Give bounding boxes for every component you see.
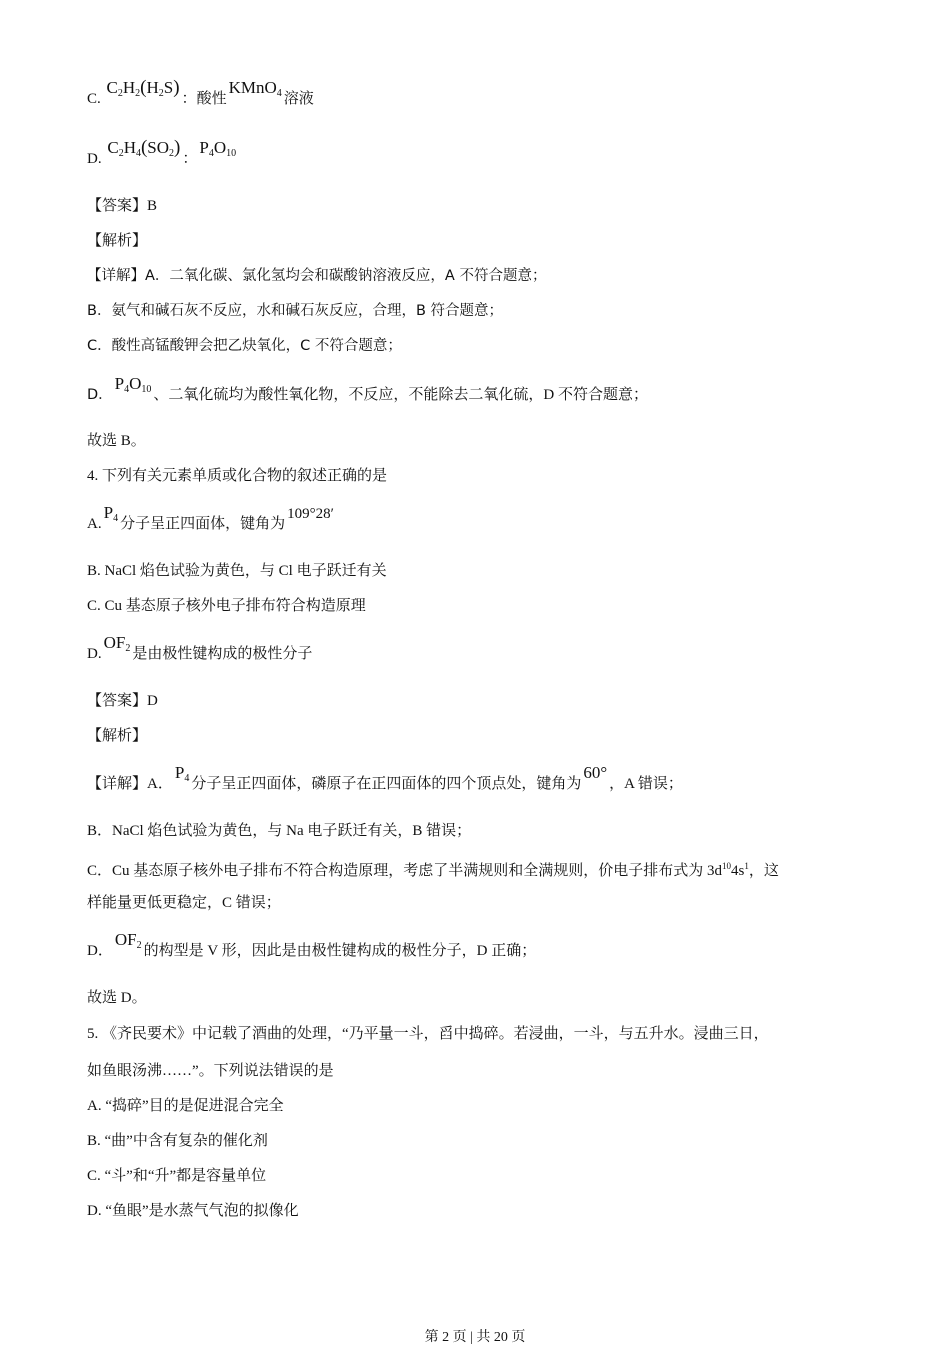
formula-p4: $P_4$ xyxy=(103,503,119,524)
q4-conclusion: 故选 D。 xyxy=(87,990,147,1006)
colon: ： xyxy=(181,91,197,107)
q5-option-d: D. “鱼眼”是水蒸气气泡的拟像化 xyxy=(87,1203,299,1219)
q5-option-a: A. “捣碎”目的是促进混合完全 xyxy=(87,1098,284,1114)
q3-detail-b: B．氨气和碱石灰不反应，水和碱石灰反应，合理，B 符合题意； xyxy=(87,303,504,319)
angle-value: 109°28′ xyxy=(287,506,334,522)
q5-option-c: C. “斗”和“升”都是容量单位 xyxy=(87,1168,267,1184)
q4-analysis-heading: 【解析】 xyxy=(87,728,148,744)
q5-stem-line1: 5. 《齐民要术》中记载了酒曲的处理，“乃平量一斗，舀中捣碎。若浸曲，一斗，与五升水。浸曲三日， xyxy=(87,1026,769,1042)
q3-detail-c: C．酸性高锰酸钾会把乙炔氧化，C 不符合题意； xyxy=(87,338,402,354)
q3-detail-a: 【详解】A．二氧化碳、氯化氢均会和碳酸钠溶液反应，A 不符合题意； xyxy=(87,268,547,284)
q4-stem: 4. 下列有关元素单质或化合物的叙述正确的是 xyxy=(87,468,388,484)
q3-detail-d: D．$P_4O_{10}$ 、二氧化硫均为酸性氧化物，不反应，不能除去二氧化硫，D 不符合题意； xyxy=(87,374,649,403)
formula-of2: $OF_2$ xyxy=(114,930,142,951)
formula-kmno4: KMnO$_4$ xyxy=(228,78,282,99)
formula-c2h2-h2s: $C_2H_2(H_2S)$ xyxy=(106,77,180,99)
q5-stem-line2: 如鱼眼汤沸……”。下列说法错误的是 xyxy=(87,1063,334,1079)
text: 酸性 xyxy=(196,91,227,107)
q4-detail-c-line2: 样能量更低更稳定，C 错误； xyxy=(87,895,281,911)
option-label: C. xyxy=(87,91,101,107)
angle-value: 60° xyxy=(583,763,608,782)
q3-option-d xyxy=(87,137,238,174)
q3-option-c xyxy=(87,77,314,114)
q4-answer: 【答案】D xyxy=(87,693,158,709)
formula-p4: $P_4$ xyxy=(174,763,190,784)
q4-detail-c-line1: C．Cu 基态原子核外电子排布不符合构造原理，考虑了半满规则和全满规则，价电子排布式为 $3d^{10}4s^1$，这 xyxy=(87,861,779,879)
formula-p4o10: $P_4O_{10}$ xyxy=(114,374,152,395)
option-label: D. xyxy=(87,151,102,167)
q3-analysis-heading: 【解析】 xyxy=(87,233,148,249)
formula-of2: $OF_2$ xyxy=(103,633,131,654)
q3-answer: 【答案】B xyxy=(87,198,158,214)
formula-p4o10: $P_4O_{10}$ xyxy=(199,138,237,159)
page-footer: 第 2 页 | 共 20 页 xyxy=(424,1330,526,1345)
text: 溶液 xyxy=(283,91,314,107)
q4-option-d: $D.OF_2$ 是由极性键构成的极性分子 xyxy=(87,633,313,662)
formula-c2h4-so2: $C_2H_4(SO_2)$ xyxy=(107,137,181,159)
q4-detail-a: 【详解】A．$P_4$ 分子呈正四面体，磷原子在正四面体的四个顶点处，键角为60°，A 错误； xyxy=(87,763,683,792)
q4-detail-d: D．$OF_2$ 的构型是 V 形，因此是由极性键构成的极性分子，D 正确； xyxy=(87,930,537,959)
q4-detail-b: B．NaCl 焰色试验为黄色，与 Na 电子跃迁有关，B 错误； xyxy=(87,823,472,839)
colon: ： xyxy=(182,151,198,167)
q4-option-b: B. NaCl 焰色试验为黄色，与 Cl 电子跃迁有关 xyxy=(87,563,387,579)
q3-conclusion: 故选 B。 xyxy=(87,433,146,449)
q4-option-a: $A.P_4$ 分子呈正四面体，键角为109°28′ xyxy=(87,503,334,532)
q5-option-b: B. “曲”中含有复杂的催化剂 xyxy=(87,1133,268,1149)
q4-option-c: C. Cu 基态原子核外电子排布符合构造原理 xyxy=(87,598,366,614)
